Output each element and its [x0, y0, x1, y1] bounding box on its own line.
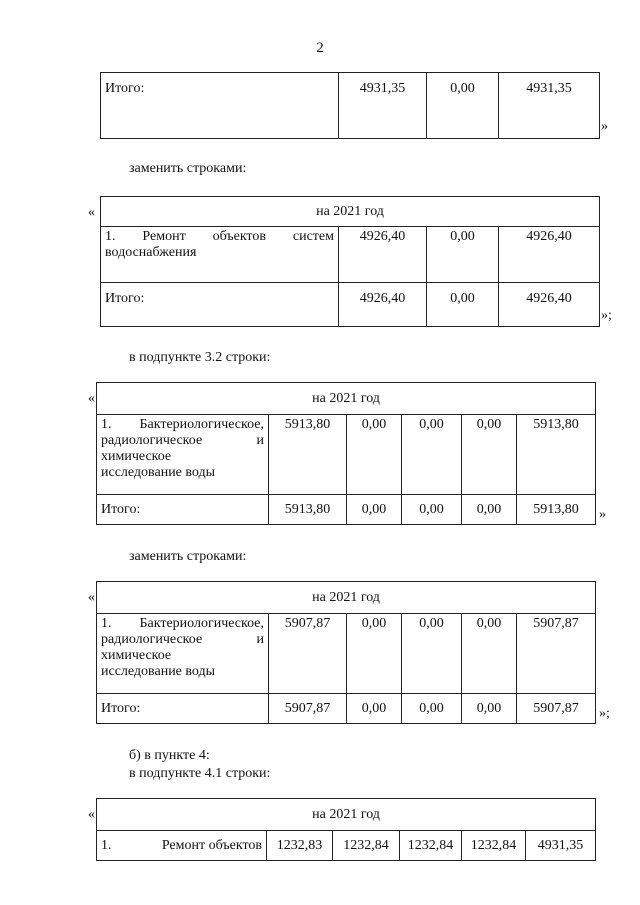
total-value-2: 0,00 — [427, 73, 499, 139]
open-quote: « — [88, 807, 95, 822]
row-value-4: 1232,84 — [462, 831, 526, 861]
row-value-4: 0,00 — [462, 614, 517, 694]
row-value-1: 1232,83 — [267, 831, 333, 861]
row-value-3: 4926,40 — [499, 227, 600, 283]
total-value-3: 4931,35 — [499, 73, 600, 139]
total-label: Итого: — [97, 495, 269, 525]
page-number: 2 — [316, 40, 324, 56]
open-quote: « — [88, 205, 95, 220]
close-quote: » — [599, 507, 606, 522]
paragraph-subpoint-3-2: в подпункте 3.2 строки: — [129, 350, 271, 365]
table-4-replacement — [96, 581, 596, 724]
total-value-3: 0,00 — [402, 495, 462, 525]
row-value-3: 1232,84 — [400, 831, 462, 861]
row-name-line: водоснабжения — [105, 245, 197, 260]
total-value-5: 5913,80 — [517, 495, 596, 525]
row-value-2: 1232,84 — [333, 831, 400, 861]
row-name-cell — [97, 415, 269, 495]
total-value-1: 4926,40 — [339, 283, 427, 327]
total-value-2: 0,00 — [347, 694, 402, 724]
row-name-number: 1. — [101, 837, 112, 853]
row-value-1: 5907,87 — [269, 614, 347, 694]
row-value-2: 0,00 — [427, 227, 499, 283]
row-value-5: 4931,35 — [526, 831, 596, 861]
total-value-2: 0,00 — [427, 283, 499, 327]
row-value-5: 5907,87 — [517, 614, 596, 694]
paragraph-replace-1: заменить строками: — [129, 161, 247, 176]
row-value-1: 4926,40 — [339, 227, 427, 283]
row-value-3: 0,00 — [402, 415, 462, 495]
row-value-4: 0,00 — [462, 415, 517, 495]
row-name-line: радиологическое и — [101, 632, 264, 647]
total-value-1: 4931,35 — [339, 73, 427, 139]
year-header: на 2021 год — [101, 197, 600, 227]
row-name-line: 1. Бактериологическое, — [101, 417, 264, 432]
total-label: Итого: — [101, 73, 339, 139]
total-value-4: 0,00 — [462, 495, 517, 525]
close-quote: »; — [599, 706, 610, 721]
row-name-line: 1. Бактериологическое, — [101, 616, 264, 631]
row-name-cell — [101, 227, 339, 283]
paragraph-replace-2: заменить строками: — [129, 549, 247, 564]
total-label: Итого: — [97, 694, 269, 724]
row-name-line: химическое — [101, 449, 172, 464]
total-label: Итого: — [101, 283, 339, 327]
row-value-5: 5913,80 — [517, 415, 596, 495]
total-value-5: 5907,87 — [517, 694, 596, 724]
year-header: на 2021 год — [97, 582, 596, 614]
paragraph-point-4: б) в пункте 4: — [129, 748, 210, 763]
year-header: на 2021 год — [97, 383, 596, 415]
total-value-3: 0,00 — [402, 694, 462, 724]
close-quote: » — [601, 119, 608, 134]
row-name-cell — [97, 831, 267, 861]
row-value-2: 0,00 — [347, 415, 402, 495]
row-name-line: радиологическое и — [101, 433, 264, 448]
total-value-4: 0,00 — [462, 694, 517, 724]
row-name-cell — [97, 614, 269, 694]
total-value-1: 5907,87 — [269, 694, 347, 724]
row-name-line: химическое — [101, 648, 172, 663]
table-1-total — [100, 72, 600, 139]
total-value-1: 5913,80 — [269, 495, 347, 525]
row-name-text: Ремонт объектов — [161, 837, 262, 853]
total-value-2: 0,00 — [347, 495, 402, 525]
row-name-line: 1. Ремонт объектов систем — [105, 229, 334, 244]
row-value-3: 0,00 — [402, 614, 462, 694]
close-quote: »; — [601, 308, 612, 323]
table-5-original — [96, 798, 596, 861]
open-quote: « — [88, 590, 95, 605]
row-name-line: исследование воды — [101, 465, 216, 480]
row-value-1: 5913,80 — [269, 415, 347, 495]
open-quote: « — [88, 391, 95, 406]
row-name-line: исследование воды — [101, 664, 216, 679]
row-value-2: 0,00 — [347, 614, 402, 694]
paragraph-subpoint-4-1: в подпункте 4.1 строки: — [129, 766, 271, 781]
table-2-replacement — [100, 196, 600, 327]
table-3-original — [96, 382, 596, 525]
total-value-3: 4926,40 — [499, 283, 600, 327]
year-header: на 2021 год — [97, 799, 596, 831]
